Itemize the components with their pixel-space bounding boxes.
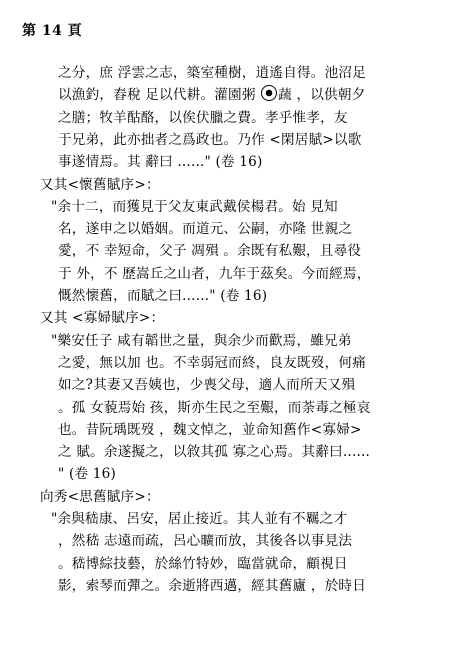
text-line	[51, 197, 338, 217]
line-text: 。嵇博綜技藝，於絲竹特妙，臨當就命，顧視日	[58, 555, 348, 572]
text-line	[58, 420, 362, 440]
text-line	[58, 152, 263, 172]
line-text: 之愛，無以加 也。不幸弱冠而終，良友既歿，何痛	[58, 354, 366, 371]
text-line	[58, 108, 348, 128]
page-number: 第 14 頁	[22, 23, 83, 39]
text-line	[58, 398, 371, 418]
text-line	[58, 241, 361, 261]
line-text: 也。昔阮瑀既歿 ，魏文悼之，並命知舊作<寡婦>	[58, 421, 362, 438]
line-text: "余十二，而獲見于父友東武戴侯楊君。始 見知	[51, 198, 338, 215]
section-heading	[40, 487, 160, 507]
section-heading	[40, 308, 164, 328]
line-text: 名，遂申之以婚姻。而道元、公嗣，亦隆 世親之	[58, 221, 353, 238]
text-line	[58, 264, 371, 284]
line-text: 又其<懷舊賦序>：	[40, 176, 160, 193]
line-text: 于兄弟，此亦拙者之爲政也。乃作 <閑居賦>以歌	[58, 131, 362, 148]
line-text: 影，索琴而彈之。余逝將西邁，經其舊廬 ，於時日	[58, 577, 366, 594]
text-line	[58, 130, 362, 150]
text-line	[58, 464, 116, 484]
line-text: 之分，庶 浮雲之志，築室種樹，逍遙自得。池沼足	[58, 65, 366, 81]
line-text: " (卷 16)	[58, 466, 116, 483]
line-text: ，然嵇 志遠而疏，呂心曠而放，其後各以事見法	[58, 533, 353, 550]
line-text: "余與嵇康、呂安，居止接近。其人並有不羈之才	[51, 511, 348, 527]
line-text: 之 賦。余遂擬之，以敘其孤 寡之心焉。其辭曰......	[58, 444, 371, 461]
line-text: 如之?其妻又吾姨也，少喪父母，適人而所天又殞	[58, 377, 356, 394]
section-heading	[40, 175, 160, 195]
text-line	[58, 353, 366, 373]
text-line	[58, 219, 352, 239]
text-line	[58, 531, 352, 551]
line-text: 向秀<思舊賦序>：	[40, 488, 160, 505]
line-text-after-glyph: 蔬 ，以供朝夕	[278, 87, 366, 104]
line-text: "樂安任子 咸有韜世之量，與余少而歡焉，雖兄弟	[51, 332, 352, 349]
line-text: 于 外，不 歷嵩丘之山者，九年于茲矣。今而經焉，	[58, 265, 371, 282]
text-line	[58, 442, 370, 462]
line-text: 慨然懷舊，而賦之曰......" (卷 16)	[58, 288, 268, 304]
text-line	[51, 509, 347, 529]
text-line	[58, 85, 365, 105]
text-line	[58, 63, 366, 83]
text-line	[58, 375, 355, 395]
line-text: 。孤 女藐焉始 孩，斯亦生民之至艱，而荼毒之極哀	[58, 399, 371, 416]
line-text: 之膳；牧羊酤酪，以俟伏臘之費。孝乎惟孝，友	[58, 109, 348, 126]
line-text: 愛，不 幸短命，父子 凋殞 。余既有私艱，且尋役	[58, 243, 362, 260]
text-line	[58, 286, 267, 306]
rare-glyph-icon	[261, 85, 277, 101]
text-line	[58, 576, 366, 596]
text-line	[51, 331, 352, 351]
text-line	[58, 554, 348, 574]
line-text: 事遂情焉。其 辭曰 ......" (卷 16)	[58, 154, 263, 171]
line-text: 以漁釣，舂稅 足以代耕。灌園粥	[58, 87, 261, 104]
line-text: 又其 <寡婦賦序>：	[40, 310, 165, 327]
